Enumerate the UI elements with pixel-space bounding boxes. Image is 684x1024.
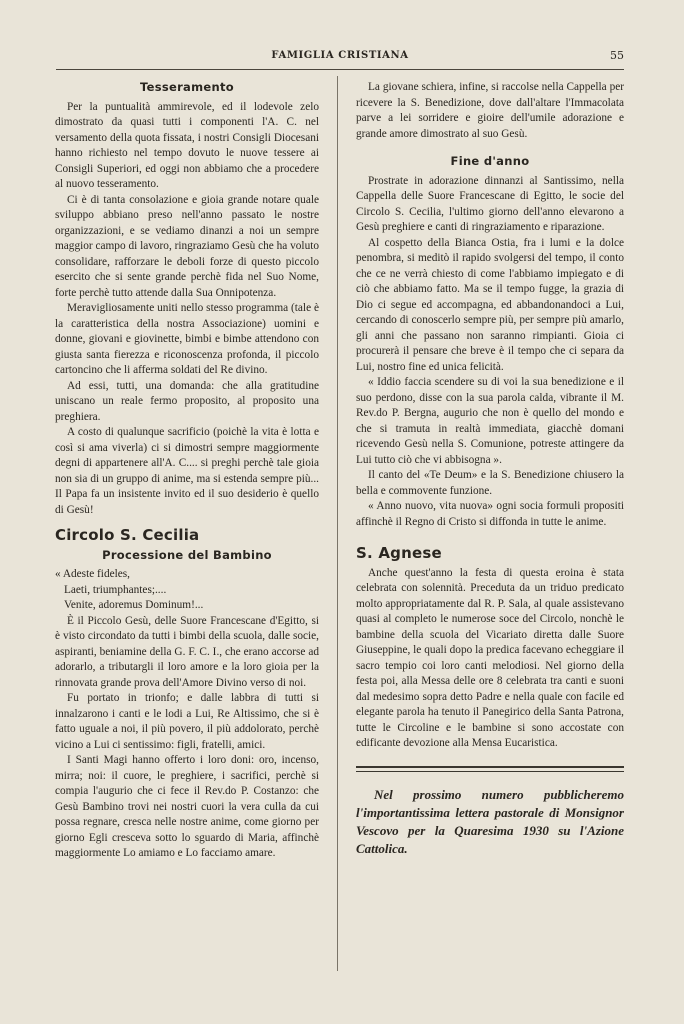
right-column (356, 80, 624, 858)
paragraph: Ci è di tanta consolazione e gioia grande notare quale sviluppo abbiano preso nell'anno passato le nostre organizzazioni, e se vediamo dinanzi a noi un sempre maggior campo di lavoro, ringraziamo Gesù che ha voluto consolidare, rafforzare le deboli forze di questo piccolo esercito che si sente grande perchè fida nel Suo Nome, forte perchè tutto attende dalla Sua Onnipotenza. (55, 193, 319, 299)
paragraph: « Iddio faccia scendere su di voi la sua benedizione e il suo perdono, disse con la sua parola calda, vibrante il M. Rev.do P. Bergna, augurio che non è quello del mondo e che si tramuta in realtà immediata, giacchè domani ricevendo Gesù nella S. Comunione, potreste attingere da Lui tutto ciò che vi abbisogna ». (356, 376, 624, 466)
paragraph: Ad essi, tutti, una domanda: che alla gratitudine uniscano un reale fermo proposito, al proposito una preghiera. (55, 379, 319, 423)
paragraph: « Anno nuovo, vita nuova» ogni socia formuli propositi affinchè il Regno di Cristo si diffonda in tutte le anime. (356, 500, 624, 528)
paragraph: Fu portato in trionfo; e dalle labbra di tutti si innalzarono i canti e le lodi a Lui, Re Altissimo, che si è fatto uguale a noi, il più povero, il più addolorato, perchè vicino a Lui ci sentissimo: figli, fratelli, amici. (55, 692, 319, 751)
paragraph: Per la puntualità ammirevole, ed il lodevole zelo dimostrato da quasi tutti i componenti l'A. C. nel versamento della quota fissata, i nostri Consigli Diocesani hanno richiesto nel tempo dovuto le nuove tessere ai Consigli Superiori, ed oggi non abbiamo che a procedere al nuovo tesseramento. (55, 100, 319, 190)
paragraph: Il canto del «Te Deum» e la S. Benedizione chiusero la bella e commovente funzione. (356, 469, 624, 497)
paragraph: Al cospetto della Bianca Ostia, fra i lumi e la dolce penombra, si meditò il rapido svolgersi del tempo, il conto che ce ne verrà chiesto di come l'abbiamo impiegato e di ciò che abbiamo fatto. Ma se il tempo fugge, la grazia di Dio ci segue ed accompagna, ed abbandonandoci a Lui, cercando di conoscerlo sempre più, per sempre più amarlo, gli anni che passano non saranno rimpianti. Gioia ci procurerà il pensare che breve è il tempo che ci separa da Lui, nostro fine ed unica felicità. (356, 236, 624, 373)
verse-line: Laeti, triumphantes;.... (64, 583, 167, 596)
paragraph: I Santi Magi hanno offerto i loro doni: oro, incenso, mirra; noi: il cuore, le preghiere, i sacrifici, perchè si compia l'augurio che ci fece il Rev.do P. Costanzo: che Gesù Bambino trovi nei nostri cuori la vera culla da cui possa regnare, cresca nelle nostre anime, come giorno per giorno Egli cresceva sotto lo sguardo di Maria, affinchè maggiormente Lo amiamo e Lo facciamo amare. (55, 754, 319, 859)
column-divider (337, 76, 338, 971)
paragraph: Prostrate in adorazione dinnanzi al Santissimo, nella Cappella delle Suore Francescane di Egitto, le socie del Circolo S. Cecilia, l'ultimo giorno dell'anno elevarono a Gesù preghiere e canti di ringraziamento e riparazione. (356, 174, 624, 233)
rule-line (356, 771, 624, 772)
verse-line: Venite, adoremus Dominum!... (64, 599, 204, 611)
page-header (56, 47, 624, 70)
page-number: 55 (610, 49, 624, 62)
verse-line: « Adeste fideles, (55, 568, 130, 580)
running-title: FAMIGLIA CRISTIANA (271, 50, 409, 61)
rule-line (356, 766, 624, 768)
paragraph: La giovane schiera, infine, si raccolse nella Cappella per ricevere la S. Benedizione, dove dall'altare l'Immacolata parve a lei sorridere e gioire dell'umile adorazione e grande amore dimostrato al suo Gesù. (356, 81, 624, 140)
paragraph: Anche quest'anno la festa di questa eroina è stata celebrata con solennità. Preceduta da un triduo predicato molto appropriatamente dal R. P. Sala, al quale assistevano quasi al completo le numerose soce del Circolo, nonchè le bambine della scuola del Vicariato diretta dalle Suore Giuseppine, le quali dopo la predica facevano echeggiare il sacro tempio coi loro canti melodiosi. Nel giorno della festa poi, alla Messa delle ore 8 celebrata tra canti e suoni dal medesimo sopra detto Padre e nella quale con facile ed elegante parola ha tenuto il Panegirico della Santa Patrona, tutte le Circoline e le bambine si sono accostate con edificante devozione alla Mensa Eucaristica. (356, 566, 624, 749)
section-heading-fine-anno: Fine d'anno (450, 154, 530, 168)
section-title-agnese: S. Agnese (356, 544, 442, 562)
left-column (55, 80, 319, 862)
section-heading-processione: Processione del Bambino (102, 547, 272, 562)
announcement-text: Nel prossimo numero pubblicheremo l'importantissima lettera pastorale di Monsignor Vescovo per la Quaresima 1930 su l'Azione Cattolica. (356, 786, 624, 856)
paragraph: A costo di qualunque sacrificio (poichè la vita è lotta e così si ama viverla) ci si dimostri sempre maggiormente degni di appartenere all'A. C.... si preghi perchè tale gioia non sia di un gruppo di anime, ma si estenda sempre più... Il Papa fa un insistente invito ed il suo desiderio è quello di Gesù! (55, 426, 319, 516)
double-rule (356, 766, 624, 772)
section-title-circolo: Circolo S. Cecilia (55, 526, 200, 544)
paragraph: È il Piccolo Gesù, delle Suore Francescane d'Egitto, si è visto circondato da tutti i bimbi della scuola, dalle socie, aspiranti, beniamine della G. F. C. I., che erano accorse ad adorarlo, a tributargli il loro amore e la loro gioia per la rinnovata grande prova dell'Amore Divino verso di noi. (55, 614, 319, 689)
paragraph: Meravigliosamente uniti nello stesso programma (tale è la caratteristica della nostra Associazione) uomini e donne, giovani e giovinette, bimbi e bimbe attendono con giusta santa fierezza e riconoscenza profonda, il piccolo cartoncino che li afferma soldati del Re divino. (55, 302, 319, 376)
section-heading-tesseramento: Tesseramento (139, 80, 234, 94)
verse-block (55, 567, 319, 614)
announcement-notice (356, 786, 624, 858)
